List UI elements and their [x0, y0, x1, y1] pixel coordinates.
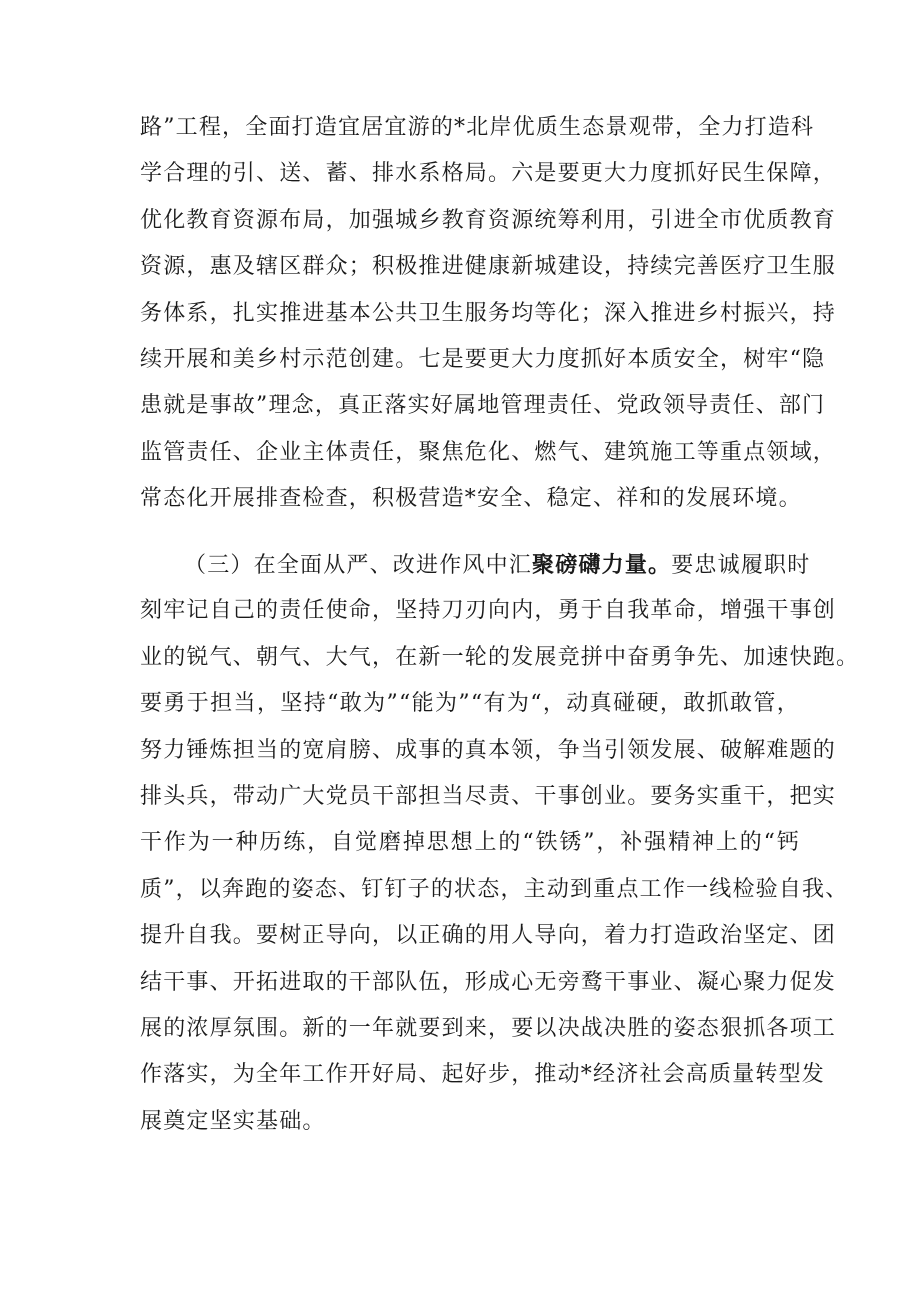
paragraph-first-line — [140, 542, 811, 588]
paragraph-line: 路”工程，全面打造宜居宜游的*北岸优质生态景观带，全力打造科 — [140, 115, 815, 140]
paragraph-line: 务体系，扎实推进基本公共卫生服务均等化；深入推进乡村振兴，持 — [140, 300, 837, 326]
paragraph-line: 刻牢记自己的责任使命，坚持刀刃向内，勇于自我革命，增强干事创 — [140, 598, 837, 624]
paragraph-line: 常态化开展排查检查，积极营造*安全、稳定、祥和的发展环境。 — [140, 486, 802, 512]
paragraph-line: 提升自我。要树正导向，以正确的用人导向，着力打造政治坚定、团 — [140, 923, 837, 949]
paragraph-line: 资源，惠及辖区群众；积极推进健康新城建设，持续完善医疗卫生服 — [140, 254, 837, 280]
section-heading-bold: 聚磅礴力量。 — [532, 552, 672, 578]
paragraph-line: 努力锤炼担当的宽肩膀、成事的真本领，争当引领发展、破解难题的 — [140, 737, 837, 763]
paragraph-line: 续开展和美乡村示范创建。七是要更大力度抓好本质安全，树牢“隐 — [140, 346, 826, 372]
paragraph-line: 患就是事故”理念，真正落实好属地管理责任、党政领导责任、部门 — [140, 393, 826, 419]
paragraph-line: 干作为一种历练，自觉磨掉思想上的“铁锈”，补强精神上的“钙 — [140, 830, 800, 856]
paragraph-line: 学合理的引、送、蓄、排水系格局。六是要更大力度抓好民生保障， — [140, 161, 837, 187]
paragraph-line: 展的浓厚氛围。新的一年就要到来，要以决战决胜的姿态狠抓各项工 — [140, 1015, 837, 1041]
paragraph-line: 要勇于担当，坚持“敢为”“能为”“有为“，动真碰硬，敢抓敢管， — [140, 691, 800, 717]
paragraph-line: 监管责任、企业主体责任，聚焦危化、燃气、建筑施工等重点领域， — [140, 439, 837, 465]
paragraph-text: 要忠诚履职时 — [671, 553, 811, 578]
paragraph-line: 结干事、开拓进取的干部队伍，形成心无旁鹜干事业、凝心聚力促发 — [140, 969, 837, 995]
paragraph-line: 作落实，为全年工作开好局、起好步，推动*经济社会高质量转型发 — [140, 1062, 826, 1088]
paragraph-line: 排头兵，带动广大党员干部担当尽责、干事创业。要务实重干，把实 — [140, 783, 837, 809]
paragraph-line: 业的锐气、朝气、大气，在新一轮的发展竞拼中奋勇争先、加速快跑。 — [140, 644, 860, 670]
paragraph-line: 优化教育资源布局，加强城乡教育资源统筹利用，引进全市优质教育 — [140, 207, 837, 233]
paragraph-line: 展奠定坚实基础。 — [140, 1108, 326, 1134]
section-heading-text: （三）在全面从严、改进作风中汇 — [184, 553, 533, 578]
body-paragraph-1 — [140, 105, 837, 523]
paragraph-line: 质”，以奔跑的姿态、钉钉子的状态，主动到重点工作一线检验自我、 — [140, 876, 849, 902]
body-paragraph-2 — [140, 542, 860, 1145]
